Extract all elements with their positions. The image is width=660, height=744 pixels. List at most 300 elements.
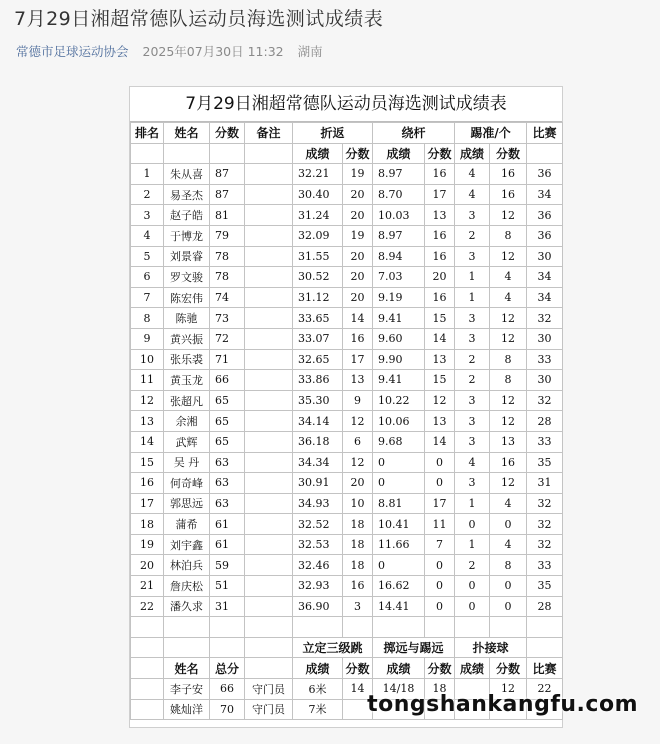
match-cell: 34: [527, 267, 563, 288]
gk-subheader-jump-result: 成绩: [293, 658, 343, 679]
gk-jump-points-cell: 14: [343, 679, 373, 700]
kick-result-cell: 1: [455, 287, 490, 308]
rank-cell: 22: [131, 596, 164, 617]
gk-note-cell: 守门员: [245, 699, 293, 720]
table-row: [131, 534, 563, 555]
name-cell: 何奇峰: [164, 473, 210, 494]
kick-result-cell: 3: [455, 246, 490, 267]
note-cell: [245, 493, 293, 514]
match-cell: 33: [527, 349, 563, 370]
shuttle-points-cell: 13: [343, 370, 373, 391]
dribble-result-cell: 0: [373, 452, 425, 473]
shuttle-points-cell: 12: [343, 411, 373, 432]
gk-blank-cell: [131, 679, 164, 700]
dribble-points-cell: 13: [425, 205, 455, 226]
table-row: [131, 164, 563, 185]
note-cell: [245, 225, 293, 246]
score-cell: 63: [210, 493, 245, 514]
shuttle-points-cell: 20: [343, 267, 373, 288]
match-cell: 35: [527, 452, 563, 473]
kick-result-cell: 0: [455, 514, 490, 535]
gk-subheader-jump-points: 分数: [343, 658, 373, 679]
kick-points-cell: 4: [490, 534, 527, 555]
kick-points-cell: 12: [490, 246, 527, 267]
score-cell: 51: [210, 576, 245, 597]
score-cell: 78: [210, 246, 245, 267]
note-cell: [245, 308, 293, 329]
dribble-points-cell: 12: [425, 390, 455, 411]
gk-catch-points-cell: 12: [490, 679, 527, 700]
gk-throw-result-cell: 14/18: [373, 679, 425, 700]
dribble-result-cell: 10.03: [373, 205, 425, 226]
kick-result-cell: 1: [455, 493, 490, 514]
kick-result-cell: 0: [455, 576, 490, 597]
shuttle-result-cell: 32.52: [293, 514, 343, 535]
rank-cell: 5: [131, 246, 164, 267]
match-cell: 32: [527, 514, 563, 535]
shuttle-points-cell: 18: [343, 534, 373, 555]
header-name: 姓名: [164, 123, 210, 144]
name-cell: 郭思远: [164, 493, 210, 514]
kick-points-cell: 8: [490, 349, 527, 370]
subheader-shuttle-result: 成绩: [293, 143, 343, 164]
rank-cell: 15: [131, 452, 164, 473]
kick-points-cell: 0: [490, 576, 527, 597]
table-row: [131, 287, 563, 308]
kick-result-cell: 3: [455, 308, 490, 329]
kick-points-cell: 16: [490, 452, 527, 473]
note-cell: [245, 411, 293, 432]
table-row: [131, 431, 563, 452]
publish-datetime: 2025年07月30日 11:32: [142, 44, 284, 59]
gk-name-cell: 姚灿洋: [164, 699, 210, 720]
source-link[interactable]: 常德市足球运动协会: [16, 44, 129, 59]
score-cell: 63: [210, 473, 245, 494]
article-title: 7月29日湘超常德队运动员海选测试成绩表: [14, 8, 384, 30]
shuttle-points-cell: 19: [343, 225, 373, 246]
table-row: [131, 246, 563, 267]
kick-result-cell: 4: [455, 164, 490, 185]
table-row: [131, 225, 563, 246]
rank-cell: 19: [131, 534, 164, 555]
score-cell: 72: [210, 328, 245, 349]
name-cell: 黄玉龙: [164, 370, 210, 391]
score-cell: 87: [210, 164, 245, 185]
kick-result-cell: 3: [455, 411, 490, 432]
dribble-result-cell: 9.41: [373, 370, 425, 391]
score-cell: 79: [210, 225, 245, 246]
gk-subheader-throw-points: 分数: [425, 658, 455, 679]
note-cell: [245, 390, 293, 411]
kick-result-cell: 2: [455, 370, 490, 391]
table-row: [131, 349, 563, 370]
shuttle-result-cell: 30.91: [293, 473, 343, 494]
dribble-points-cell: 13: [425, 349, 455, 370]
note-cell: [245, 576, 293, 597]
table-row: [131, 328, 563, 349]
gk-header-total: 总分: [210, 658, 245, 679]
shuttle-points-cell: 17: [343, 349, 373, 370]
header-rank: 排名: [131, 123, 164, 144]
subheader-row: [131, 143, 563, 164]
kick-result-cell: 3: [455, 431, 490, 452]
name-cell: 黄兴振: [164, 328, 210, 349]
dribble-result-cell: 16.62: [373, 576, 425, 597]
note-cell: [245, 287, 293, 308]
dribble-result-cell: 8.97: [373, 225, 425, 246]
table-row: [131, 267, 563, 288]
shuttle-points-cell: 16: [343, 328, 373, 349]
shuttle-result-cell: 35.30: [293, 390, 343, 411]
table-row: [131, 473, 563, 494]
dribble-points-cell: 17: [425, 493, 455, 514]
dribble-points-cell: 0: [425, 555, 455, 576]
dribble-points-cell: 7: [425, 534, 455, 555]
name-cell: 林泊兵: [164, 555, 210, 576]
gk-subheader-catch-points: 分数: [490, 658, 527, 679]
name-cell: 于博龙: [164, 225, 210, 246]
header-score: 分数: [210, 123, 245, 144]
dribble-points-cell: 20: [425, 267, 455, 288]
dribble-points-cell: 14: [425, 431, 455, 452]
shuttle-points-cell: 12: [343, 452, 373, 473]
score-table: [130, 122, 563, 720]
shuttle-points-cell: 20: [343, 246, 373, 267]
match-cell: 32: [527, 493, 563, 514]
gk-header-name: 姓名: [164, 658, 210, 679]
shuttle-result-cell: 34.93: [293, 493, 343, 514]
note-cell: [245, 431, 293, 452]
score-cell: 74: [210, 287, 245, 308]
rank-cell: 18: [131, 514, 164, 535]
table-row: [131, 411, 563, 432]
dribble-points-cell: 0: [425, 596, 455, 617]
match-cell: 33: [527, 555, 563, 576]
kick-result-cell: 3: [455, 390, 490, 411]
match-cell: 36: [527, 225, 563, 246]
name-cell: 张超凡: [164, 390, 210, 411]
header-kick: 踢准/个: [455, 123, 527, 144]
table-row: [131, 493, 563, 514]
dribble-points-cell: 17: [425, 184, 455, 205]
shuttle-result-cell: 32.09: [293, 225, 343, 246]
spacer-row: [131, 617, 563, 638]
article-meta: [16, 42, 323, 60]
score-cell: 71: [210, 349, 245, 370]
shuttle-points-cell: 3: [343, 596, 373, 617]
table-row: [131, 555, 563, 576]
sheet-title: 7月29日湘超常德队运动员海选测试成绩表: [130, 87, 562, 122]
shuttle-result-cell: 30.40: [293, 184, 343, 205]
note-cell: [245, 555, 293, 576]
gk-header-jump: 立定三级跳: [293, 637, 373, 658]
score-cell: 66: [210, 370, 245, 391]
match-cell: 33: [527, 431, 563, 452]
dribble-points-cell: 16: [425, 246, 455, 267]
match-cell: 32: [527, 308, 563, 329]
kick-points-cell: 0: [490, 596, 527, 617]
name-cell: 陈宏伟: [164, 287, 210, 308]
kick-result-cell: 3: [455, 205, 490, 226]
match-cell: 34: [527, 287, 563, 308]
dribble-result-cell: 10.06: [373, 411, 425, 432]
dribble-result-cell: 0: [373, 555, 425, 576]
shuttle-result-cell: 31.12: [293, 287, 343, 308]
kick-result-cell: 1: [455, 267, 490, 288]
rank-cell: 9: [131, 328, 164, 349]
dribble-points-cell: 0: [425, 473, 455, 494]
shuttle-points-cell: 9: [343, 390, 373, 411]
score-cell: 61: [210, 514, 245, 535]
name-cell: 詹庆松: [164, 576, 210, 597]
gk-name-cell: 李子安: [164, 679, 210, 700]
score-cell: 87: [210, 184, 245, 205]
rank-cell: 8: [131, 308, 164, 329]
rank-cell: 11: [131, 370, 164, 391]
shuttle-result-cell: 31.24: [293, 205, 343, 226]
shuttle-result-cell: 32.53: [293, 534, 343, 555]
score-cell: 73: [210, 308, 245, 329]
kick-result-cell: 2: [455, 555, 490, 576]
dribble-result-cell: 8.70: [373, 184, 425, 205]
dribble-result-cell: 0: [373, 473, 425, 494]
kick-points-cell: 8: [490, 225, 527, 246]
kick-points-cell: 16: [490, 164, 527, 185]
gk-header-row: [131, 637, 563, 658]
name-cell: 易圣杰: [164, 184, 210, 205]
shuttle-points-cell: 18: [343, 514, 373, 535]
shuttle-result-cell: 33.86: [293, 370, 343, 391]
kick-result-cell: 2: [455, 349, 490, 370]
match-cell: 28: [527, 411, 563, 432]
subheader-kick-points: 分数: [490, 143, 527, 164]
dribble-points-cell: 15: [425, 308, 455, 329]
kick-points-cell: 12: [490, 390, 527, 411]
shuttle-points-cell: 10: [343, 493, 373, 514]
dribble-result-cell: 9.90: [373, 349, 425, 370]
gk-note-cell: 守门员: [245, 679, 293, 700]
name-cell: 赵子皓: [164, 205, 210, 226]
match-cell: 30: [527, 328, 563, 349]
shuttle-result-cell: 33.65: [293, 308, 343, 329]
gk-jump-result-cell: 7米: [293, 699, 343, 720]
dribble-points-cell: 11: [425, 514, 455, 535]
publish-location: 湖南: [297, 44, 323, 59]
name-cell: 朱从喜: [164, 164, 210, 185]
kick-points-cell: 8: [490, 555, 527, 576]
kick-points-cell: 8: [490, 370, 527, 391]
shuttle-points-cell: 6: [343, 431, 373, 452]
shuttle-points-cell: 16: [343, 576, 373, 597]
kick-result-cell: 3: [455, 328, 490, 349]
kick-points-cell: 12: [490, 328, 527, 349]
dribble-result-cell: 9.60: [373, 328, 425, 349]
shuttle-points-cell: 18: [343, 555, 373, 576]
note-cell: [245, 328, 293, 349]
rank-cell: 17: [131, 493, 164, 514]
name-cell: 潘久求: [164, 596, 210, 617]
match-cell: 30: [527, 246, 563, 267]
rank-cell: 12: [131, 390, 164, 411]
score-cell: 59: [210, 555, 245, 576]
name-cell: 余湘: [164, 411, 210, 432]
kick-result-cell: 3: [455, 473, 490, 494]
match-cell: 32: [527, 390, 563, 411]
score-cell: 31: [210, 596, 245, 617]
kick-result-cell: 0: [455, 596, 490, 617]
rank-cell: 21: [131, 576, 164, 597]
name-cell: 刘宇鑫: [164, 534, 210, 555]
rank-cell: 3: [131, 205, 164, 226]
dribble-result-cell: 9.68: [373, 431, 425, 452]
note-cell: [245, 184, 293, 205]
gk-match-cell: 22: [527, 679, 563, 700]
watermark-text: tongshankangfu.com: [367, 692, 638, 717]
table-row: [131, 514, 563, 535]
dribble-points-cell: 0: [425, 452, 455, 473]
dribble-points-cell: 15: [425, 370, 455, 391]
kick-points-cell: 4: [490, 267, 527, 288]
gk-header-throw: 掷远与踢远: [373, 637, 455, 658]
gk-total-cell: 70: [210, 699, 245, 720]
name-cell: 刘景睿: [164, 246, 210, 267]
name-cell: 张乐裘: [164, 349, 210, 370]
rank-cell: 20: [131, 555, 164, 576]
rank-cell: 6: [131, 267, 164, 288]
dribble-result-cell: 8.81: [373, 493, 425, 514]
header-dribble: 绕杆: [373, 123, 455, 144]
dribble-result-cell: 8.94: [373, 246, 425, 267]
note-cell: [245, 452, 293, 473]
kick-points-cell: 16: [490, 184, 527, 205]
shuttle-points-cell: 20: [343, 205, 373, 226]
shuttle-points-cell: 20: [343, 184, 373, 205]
name-cell: 蒲希: [164, 514, 210, 535]
score-cell: 81: [210, 205, 245, 226]
kick-points-cell: 12: [490, 411, 527, 432]
gk-header-catch: 扑接球: [455, 637, 527, 658]
match-cell: 36: [527, 164, 563, 185]
gk-subheader-throw-result: 成绩: [373, 658, 425, 679]
kick-result-cell: 4: [455, 184, 490, 205]
dribble-result-cell: 10.22: [373, 390, 425, 411]
shuttle-result-cell: 32.21: [293, 164, 343, 185]
match-cell: 31: [527, 473, 563, 494]
kick-points-cell: 13: [490, 431, 527, 452]
shuttle-result-cell: 34.34: [293, 452, 343, 473]
dribble-points-cell: 14: [425, 328, 455, 349]
gk-jump-result-cell: 6米: [293, 679, 343, 700]
dribble-result-cell: 7.03: [373, 267, 425, 288]
table-row: [131, 205, 563, 226]
kick-result-cell: 1: [455, 534, 490, 555]
name-cell: 罗文骏: [164, 267, 210, 288]
match-cell: 36: [527, 205, 563, 226]
kick-result-cell: 4: [455, 452, 490, 473]
gk-throw-points-cell: 18: [425, 679, 455, 700]
dribble-result-cell: 11.66: [373, 534, 425, 555]
table-row: [131, 184, 563, 205]
note-cell: [245, 514, 293, 535]
match-cell: 34: [527, 184, 563, 205]
header-note: 备注: [245, 123, 293, 144]
shuttle-points-cell: 20: [343, 287, 373, 308]
name-cell: 武辉: [164, 431, 210, 452]
note-cell: [245, 246, 293, 267]
subheader-dribble-result: 成绩: [373, 143, 425, 164]
kick-points-cell: 0: [490, 514, 527, 535]
note-cell: [245, 370, 293, 391]
subheader-kick-result: 成绩: [455, 143, 490, 164]
dribble-result-cell: 9.41: [373, 308, 425, 329]
header-row: [131, 123, 563, 144]
subheader-shuttle-points: 分数: [343, 143, 373, 164]
score-cell: 61: [210, 534, 245, 555]
kick-points-cell: 4: [490, 493, 527, 514]
gk-total-cell: 66: [210, 679, 245, 700]
dribble-points-cell: 16: [425, 225, 455, 246]
table-row: [131, 576, 563, 597]
rank-cell: 14: [131, 431, 164, 452]
rank-cell: 16: [131, 473, 164, 494]
subheader-dribble-points: 分数: [425, 143, 455, 164]
kick-points-cell: 4: [490, 287, 527, 308]
rank-cell: 13: [131, 411, 164, 432]
score-cell: 65: [210, 390, 245, 411]
note-cell: [245, 534, 293, 555]
name-cell: 吴 丹: [164, 452, 210, 473]
name-cell: 陈驰: [164, 308, 210, 329]
note-cell: [245, 596, 293, 617]
shuttle-result-cell: 30.52: [293, 267, 343, 288]
kick-points-cell: 12: [490, 473, 527, 494]
match-cell: 32: [527, 534, 563, 555]
shuttle-result-cell: 32.65: [293, 349, 343, 370]
match-cell: 30: [527, 370, 563, 391]
header-shuttle: 折返: [293, 123, 373, 144]
shuttle-points-cell: 14: [343, 308, 373, 329]
score-cell: 65: [210, 411, 245, 432]
shuttle-result-cell: 36.18: [293, 431, 343, 452]
gk-blank-cell: [131, 699, 164, 720]
table-row: [131, 596, 563, 617]
note-cell: [245, 349, 293, 370]
dribble-points-cell: 16: [425, 287, 455, 308]
dribble-result-cell: 8.97: [373, 164, 425, 185]
kick-points-cell: 12: [490, 308, 527, 329]
shuttle-points-cell: 20: [343, 473, 373, 494]
kick-result-cell: 2: [455, 225, 490, 246]
gk-subheader-row: [131, 658, 563, 679]
note-cell: [245, 164, 293, 185]
gk-subheader-catch-result: 成绩: [455, 658, 490, 679]
dribble-result-cell: 10.41: [373, 514, 425, 535]
table-row: [131, 308, 563, 329]
table-row: [131, 390, 563, 411]
rank-cell: 10: [131, 349, 164, 370]
dribble-points-cell: 16: [425, 164, 455, 185]
shuttle-points-cell: 19: [343, 164, 373, 185]
dribble-points-cell: 0: [425, 576, 455, 597]
note-cell: [245, 473, 293, 494]
table-row: [131, 452, 563, 473]
shuttle-result-cell: 33.07: [293, 328, 343, 349]
rank-cell: 2: [131, 184, 164, 205]
rank-cell: 1: [131, 164, 164, 185]
match-cell: 28: [527, 596, 563, 617]
gk-header-match: 比赛: [527, 658, 563, 679]
note-cell: [245, 205, 293, 226]
